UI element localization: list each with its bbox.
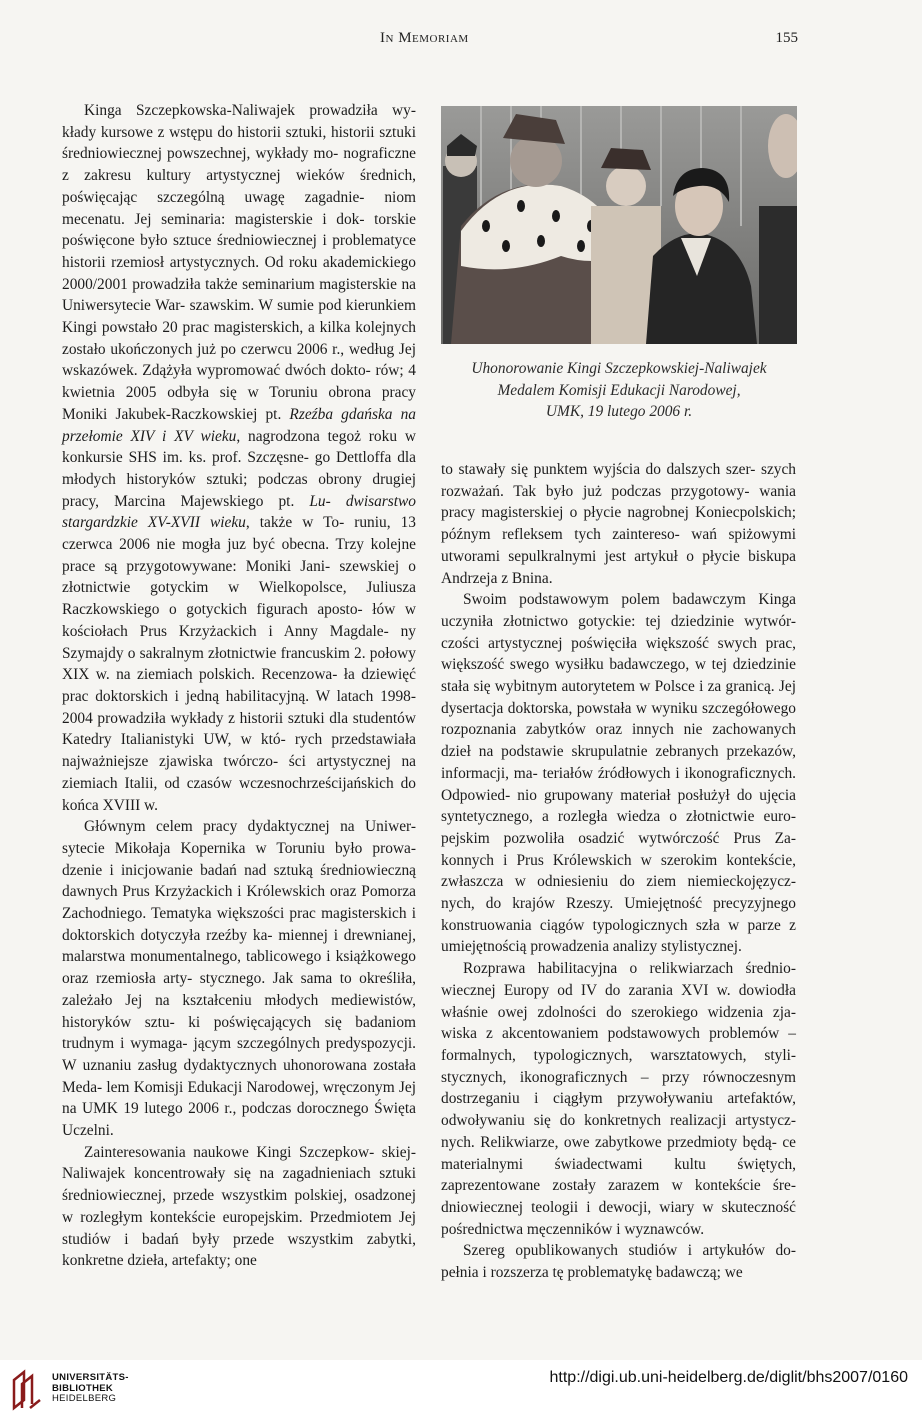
text-line: lem Komisji Edukacji Narodowej, wręczonym Jej [106,1078,416,1096]
text-line: Rozprawa habilitacyjna o relikwiarzach średnio- [463,960,796,978]
text-line: ści artystycznej na ziemiach Italii, od czasów [62,753,417,792]
italic-title: dwisarstwo stargardzkie XV-XVII wieku [62,492,416,532]
text-line: seminarium magisterskie na Uniwersytecie War- [62,275,416,315]
library-footer [0,1360,922,1424]
text-line: wiecznej Europy od IV do zarania XVI w. dowiodła [441,981,796,999]
caption-line: UMK, 19 lutego 2006 r. [545,403,693,421]
text-line: skrupulatnie zebranych przekazów, informacji, ma- [441,743,796,782]
text-line: dawnych Prus Krzyżackich i Królewskich oraz [62,883,357,901]
text-line: dzenie i inicjowanie badań nad sztuką średniowieczną [62,861,416,879]
text-line: w wyniku szczegółowego rozpoznania zabytków [441,699,796,739]
text-line: właśnie owej zdolności do szerokiego widzenia zja- [441,1003,796,1021]
text-line: miennej i drewnianej, malarstwa monumentalnego, [62,926,416,966]
text-line: oraz innych nie zachowanych dzieł na podstawie [441,721,796,761]
text-line: konstruowania ciągów typologicznych szła w parze [441,916,781,934]
italic-title: Lu- [309,492,331,510]
text-line: o płycie biskupa Andrzeja z Bnina. [441,547,796,587]
text-line: Głównym celem pracy dydaktycznej na Uniwer- [84,818,416,836]
text-line: formalnych, typologicznych, warsztatowych, styli- [441,1046,796,1064]
text-line: Swoim podstawowym polem badawczym Kinga [463,591,796,609]
text-line: wiska z akcentowaniem podstawowych problemów – [441,1025,796,1043]
text-line: sztuki dla studentów Katedry Italianistyki UW, w któ- [62,709,416,749]
library-name-line: BIBLIOTHEK [52,1382,114,1394]
text-line: 20 prac magisterskich, a kilka kolejnych zostało [62,319,416,358]
text-line: z umiejętnością prowadzenia analizy stylistycznej. [441,916,796,956]
text-line: zasług dydaktycznych uhonorowana została Meda- [62,1056,416,1096]
text-line: teriałów źródłowych i ikonograficznych. Odpowied- [441,764,796,804]
text-line: kłady kursowe z wstępu do historii sztuki, historii [62,123,375,141]
text-line: Zainteresowania naukowe Kingi Szczepkow- [84,1143,375,1161]
text-line: dziedzinie stała się wybitnym autorytetem w Polsce [441,656,796,696]
ceremony-photo [441,106,797,344]
text-line: osadzonej w rozległym kontekście europejskim. [62,1187,416,1226]
text-line: czości artystycznej poświęciła większość swych [441,634,757,652]
text-line: i problematyce historii rzemiosł artystycznych. Od [62,232,416,271]
text-line: wszystkim zabytki, konkretne dzieła, artefakty; one [62,1230,416,1270]
library-name-line: HEIDELBERG [52,1393,117,1404]
paragraph [62,100,416,816]
text-line: sytecie Mikołaja Kopernika w Toruniu było prowa- [62,839,416,857]
text-line: pośrednictwa męczenników i wyznawców. [441,1220,705,1238]
text-line: szawskim. W sumie pod kierunkiem Kingi powstało [62,297,416,337]
text-line: ce materialnymi świadectwami kultu świętych, [441,1133,796,1173]
text-line: i za granicą. Jej dysertacja doktorska, powstała [441,678,796,717]
text-line: wskazówek. Zdążyła wypromować dwóch dokto- [62,362,371,380]
text-line: Pomorza Zachodniego. Tematyka większości prac [62,883,416,923]
text-line: to stawały się punktem wyjścia do dalszych szer- [441,461,756,478]
text-line: łów w kościołach Prus Krzyżackich i Anny Magdale- [62,601,416,640]
text-line: prac, większość swego wysiłku badawczego, w tej [441,634,797,674]
text-line: Kinga Szczepkowska-Naliwajek prowadziła wy- [84,102,416,119]
text-line: dniowiecznej teologii i dewocji, wiary w skuteczność [441,1198,796,1216]
paragraph [441,958,796,1240]
italic-title: Rzeźba [289,405,334,423]
text-line: szych rozważań. Tak było już podczas przygotowy- [441,461,796,500]
text-line: ki poświęcających się badaniom trudnym i wymaga- [62,1013,416,1053]
text-line: torskie poświęcone było sztuce średniowiecznej [62,210,416,250]
text-line: Koniecpolskich; późnym refleksem tych zaintereso- [441,504,796,544]
text-line: tegoż roku w konkursie SHS im. ks. prof. Szczęsne- [62,427,416,467]
text-line: odwoływaniu się do konkretnych realizacji artystycz- [441,1112,796,1130]
text-line: rych przedstawiała najważniejsze zjawiska twórczo- [62,731,416,771]
text-line: uczyniła złotnictwo gotyckie: tej dziedzinie wytwór- [441,612,796,630]
heidelberg-library-logo-icon [10,1368,46,1412]
text-line: konnych i Prus Królewskich w szerokim kontekście, [441,851,796,869]
text-line: jącym szczególnych predyspozycji. W uznaniu [62,1035,416,1074]
text-line: sztuki średniowiecznej powszechnej, wykłady mo- [62,123,416,163]
text-line: Święta Uczelni. [62,1100,416,1140]
text-line: dostrzeganiu i ciągłym przywoływaniu artefaktów, [441,1090,796,1108]
right-column [441,459,796,1284]
text-line: runiu, 13 czerwca 2006 nie mogła juz być obecna. [62,514,416,554]
text-line: W latach 1998-2004 prowadziła wykłady z historii [62,687,416,727]
text-line: kształceniu młodych mediewistów, historyków sztu- [62,991,416,1031]
text-line: sztuki średniowiecznej, przede wszystkim polskiej, [62,1165,416,1205]
paragraph [441,1240,796,1283]
text-line: 2. połowy XIX w. na ziemiach polskich. Recenzowa- [62,644,416,684]
library-name-line: UNIVERSITÄTS- [52,1372,129,1383]
text-line: wań spiżowymi utworami sepulkralnymi jest artykuł [441,526,796,565]
caption-line: Uhonorowanie Kingi Szczepkowskiej-Naliwajek [471,360,767,377]
text-line: zaprezentowane zostały zarazem w kontekście śre- [441,1177,796,1195]
text-line: Juliusza Raczkowskiego o gotyckich figurach aposto- [62,579,416,619]
text-line: , także w To- [245,514,345,532]
text-line: magisterskich i doktorskich dotyczyła rzeźby ka- [62,905,416,944]
text-line: nych, do krajów Rzeszy. Umiejętność precyzyjnego [441,895,796,913]
text-line: , nagrodzona [236,427,320,445]
text-line: ukończonych już po czerwcu 2006 r., według Jej [110,340,416,358]
text-line: stycznego. Jak sama to określiła, zależało Jej na [62,970,416,1009]
text-line: zwłaszcza w odniesieniu do ziem niemieckojęzycz- [441,873,796,891]
text-line: nograficzne z zakresu kultury artystycznej wieków [62,145,416,185]
text-line: Przedmiotem Jej studiów i badań były przede [62,1208,416,1248]
text-line: pełnia i rozszerza tę problematykę badawczą; we [441,1264,743,1282]
text-line: skiej-Naliwajek koncentrowały się na zagadnieniach [62,1143,416,1183]
paragraph [441,589,796,958]
left-column [62,100,416,1272]
caption-line: Medalem Komisji Edukacji Narodowej, [497,381,741,399]
running-head [0,30,922,54]
running-title: In Memoriam [380,30,469,46]
paragraph [62,816,416,1142]
text-line: obrony drugiej pracy, Marcina Majewskiego pt. [62,470,416,510]
text-line: roku akademickiego 2000/2001 prowadziła także [62,253,416,293]
text-line: stycznych, ikonograficznych – przy równoczesnym [441,1068,796,1086]
text-line: tablicowego i książkowego oraz rzemiosła arty- [62,948,416,988]
text-line: Trzy kolejne prace są przygotowywane: Moniki Jani- [62,536,416,575]
page-number: 155 [775,30,798,46]
text-line: wczesnochrześcijańskich do końca XVIII w. [62,774,416,814]
text-line: nio grupowany materiał posłużył do ujęcia [517,786,796,804]
paragraph [62,1142,416,1272]
text-line: ny Szymajdy o sakralnym złotnictwie francuskim [62,622,416,662]
text-line: go Dettloffa dla młodych historyków sztuki; podczas [62,449,416,488]
text-line: ła dziewięć prac doktorskich i jedną habilitacyjną. [62,666,416,705]
source-url[interactable]: http://digi.ub.uni-heidelberg.de/diglit/bhs2007/0160 [549,1369,908,1386]
text-line: nych. Relikwiarze, owe zabytkowe przedmioty będą- [441,1133,777,1151]
figure-caption [441,358,797,423]
text-line: Szereg opublikowanych studiów i artykułów do- [463,1242,796,1260]
paragraph [441,459,796,589]
text-line: niom mecenatu. Jej seminaria: magisterskie i dok- [62,188,416,228]
italic-title: gdańska na przełomie XIV i XV wieku [62,405,416,445]
ceremony-photo-illustration [441,106,797,344]
text-line: rów; 4 kwietnia 2005 odbyła się w Toruniu obrona [62,362,416,402]
text-line: na UMK 19 lutego 2006 r., podczas dorocznego [62,1100,369,1118]
text-line: szewskiej o złotnictwie gotyckim w Wielkopolsce, [62,557,416,597]
text-line: wania pracy magisterskiej o płycie nagrobnej [441,482,796,522]
text-line: pejskim pozwoliła osadzić wytwórczość Prus Za- [441,829,796,847]
text-line: średnich, poświęcając szczególną uwagę zagadnie- [62,167,416,206]
library-name [52,1373,129,1405]
text-line: syntetycznego, a rozległa wiedza o złotnictwie euro- [441,808,796,826]
text-line: pracy Moniki Jakubek-Raczkowskiej pt. [62,384,416,423]
